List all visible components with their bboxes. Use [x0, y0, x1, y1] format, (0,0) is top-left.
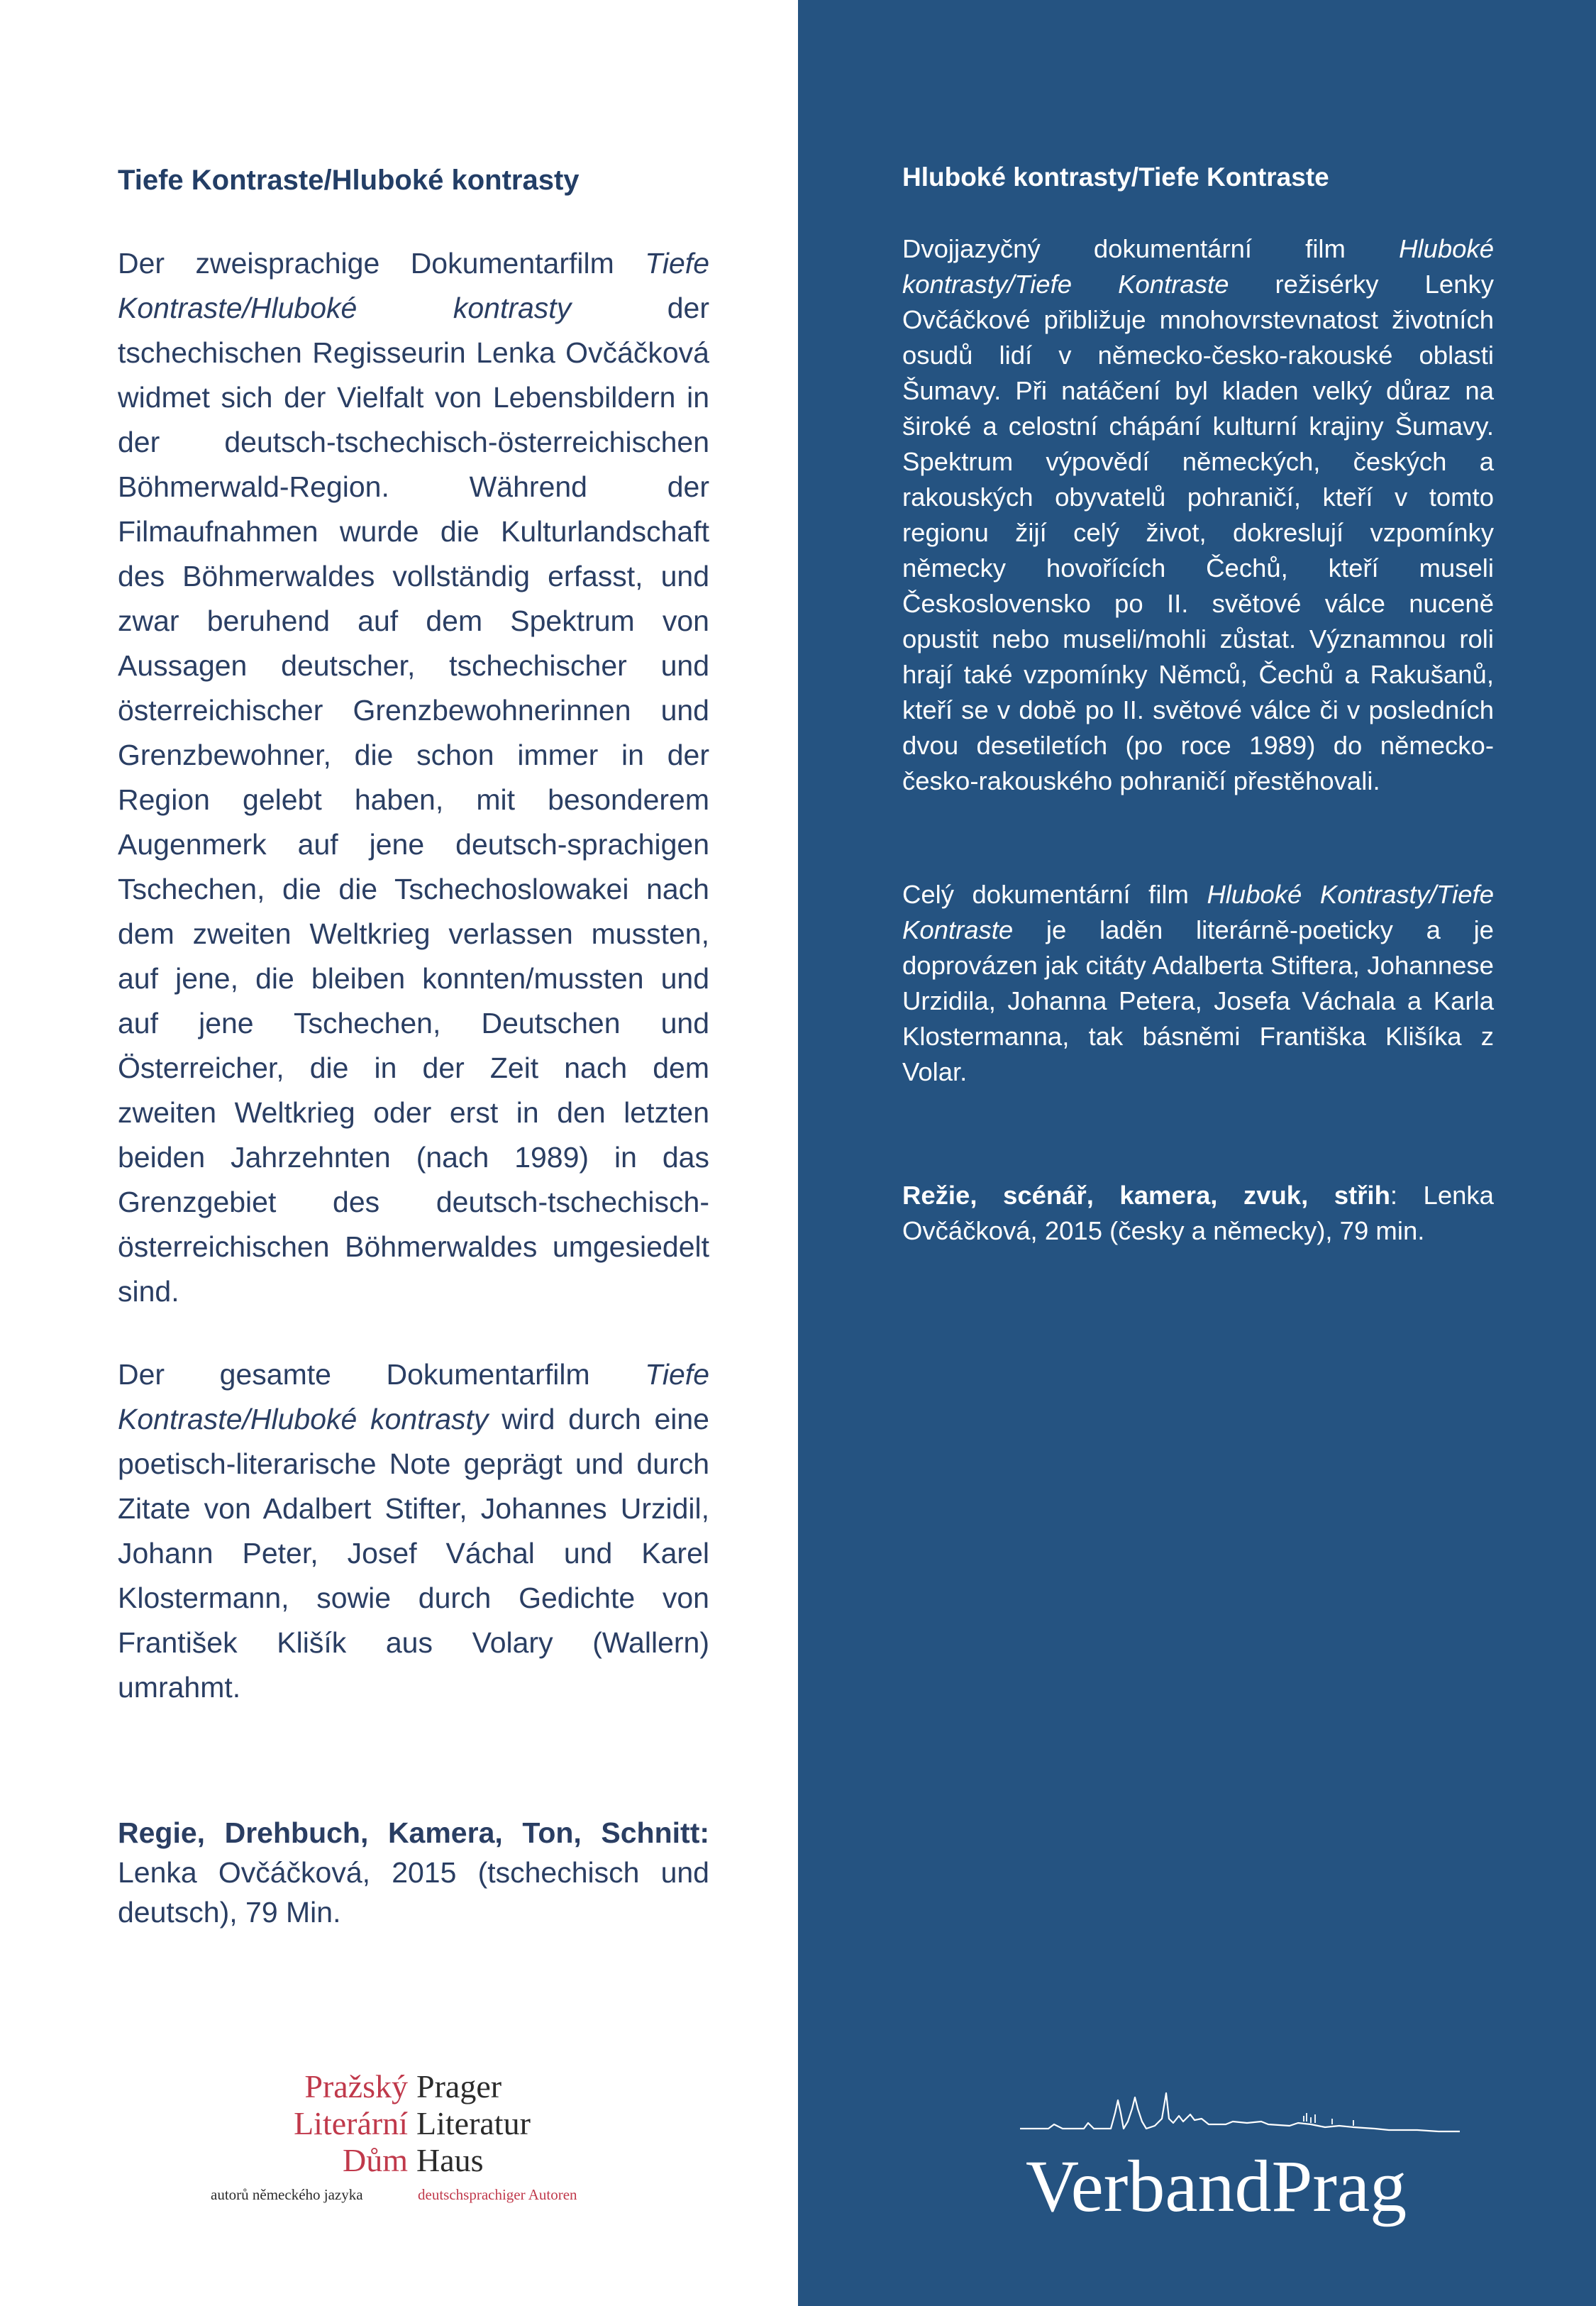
czech-film-title: Hluboké kontrasty/Tiefe Kontraste: [902, 234, 1494, 299]
german-film-title-2: Tiefe Kontraste/Hluboké kontrasty: [118, 1358, 709, 1435]
verband-prag-wordmark: VerbandPrag: [1026, 2146, 1407, 2227]
czech-paragraph-2: Celý dokumentární film Hluboké Kontrasty/Tiefe Kontraste je laděn literárně-poeticky a je doprovázen jak citáty Adalberta Stiftera, Johannese Urzidila, Johanna Petera, Josefa Váchala a Karla Klostermanna, tak básněmi Františka Klišíka z Volar.: [902, 880, 1494, 1086]
czech-credits-value: : Lenka Ovčáčková, 2015 (česky a německy), 79 min.: [902, 1181, 1494, 1245]
prague-literature-house-logo: Pražský Prager Literární Literatur Dům Haus autorů německého jazyka deutschsprachiger Autoren: [211, 2068, 577, 2203]
german-paragraph-1: Der zweisprachige Dokumentarfilm Tiefe Kontraste/Hluboké kontrasty der tschechischen Regisseurin Lenka Ovčáčková widmet sich der Vielfalt von Lebensbildern in der deutsch-tschechisch-österreichischen Böhmerwald-Region. Während der Filmaufnahmen wurde die Kulturlandschaft des Böhmerwaldes vollständig erfasst, und zwar beruhend auf dem Spektrum von Aussagen deutscher, tschechischer und österreichischer Grenzbewohnerinnen und Grenzbewohner, die schon immer in der Region gelebt haben, mit besonderem Augenmerk auf jene deutsch-sprachigen Tschechen, die die Tschechoslowakei nach dem zweiten Weltkrieg verlassen mussten, auf jene, die bleiben konnten/mussten und auf jene Tschechen, Deutschen und Österreicher, die in der Zeit nach dem zweiten Weltkrieg oder erst in den letzten beiden Jahrzehnten (nach 1989) in das Grenzgebiet des deutsch-tschechisch-österreichischen Böhmerwaldes umgesiedelt sind.: [118, 247, 710, 1308]
german-title: Tiefe Kontraste/Hluboké kontrasty: [118, 165, 580, 196]
czech-credits: [902, 1178, 1494, 1249]
prague-skyline-icon: [1020, 2072, 1460, 2150]
verband-prag-logo: [1020, 2072, 1460, 2235]
german-credits-value: Lenka Ovčáčková, 2015 (tschechisch und deutsch), 79 Min.: [118, 1856, 709, 1929]
german-paragraph-2: Der gesamte Dokumentarfilm Tiefe Kontraste/Hluboké kontrasty wird durch eine poetisch-literarische Note geprägt und durch Zitate von Adalbert Stifter, Johannes Urzidil, Johann Peter, Josef Váchal und Karel Klostermann, sowie durch Gedichte von František Klišík aus Volary (Wallern) umrahmt.: [118, 1358, 709, 1704]
german-film-title: Tiefe Kontraste/Hluboké kontrasty: [118, 247, 709, 324]
czech-paragraph-1: Dvojjazyčný dokumentární film Hluboké kontrasty/Tiefe Kontraste režisérky Lenky Ovčáčkové přibližuje mnohovrstevnatost životních osudů lidí v německo-česko-rakouské oblasti Šumavy. Při natáčení byl kladen velký důraz na široké a celostní chápání kulturní krajiny Šumavy. Spektrum výpovědí německých, českých a rakouských obyvatelů pohraničí, kteří v tomto regionu žijí celý život, dokreslují vzpomínky německy hovořících Čechů, kteří museli Československo po II. světové válce nuceně opustit nebo museli/mohli zůstat. Významnou roli hrají také vzpomínky Němců, Čechů a Rakušanů, kteří se v době po II. světové válce či v posledních dvou desetiletích (po roce 1989) do německo-česko-rakouského pohraničí přestěhovali.: [902, 234, 1495, 795]
german-credits-label: Regie, Drehbuch, Kamera, Ton, Schnitt:: [118, 1816, 709, 1849]
czech-film-title-2: Hluboké Kontrasty/Tiefe Kontraste: [902, 880, 1494, 944]
czech-title: Hluboké kontrasty/Tiefe Kontraste: [902, 162, 1329, 192]
german-credits: [118, 1813, 709, 1932]
czech-credits-label: Režie, scénář, kamera, zvuk, střih: [902, 1181, 1390, 1210]
